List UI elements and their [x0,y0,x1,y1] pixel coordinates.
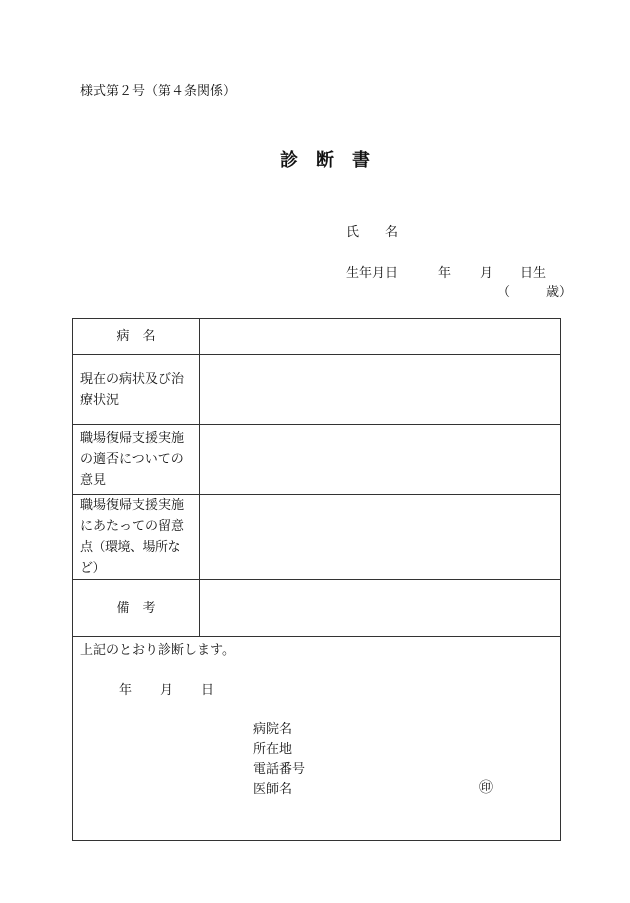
age-unit: 歳） [546,285,573,300]
address-label: 所在地 [253,742,293,757]
birth-year-unit: 年 [438,266,452,281]
cert-month-unit: 月 [160,683,174,698]
opinion-field[interactable] [200,425,561,495]
condition-label-line: 療状況 [80,392,120,408]
document-title: 診 断 書 [280,150,370,171]
form-number: 様式第２号（第４条関係） [80,84,237,99]
certification-row [73,637,561,841]
condition-field[interactable] [200,355,561,425]
notes-label [73,495,200,580]
remarks-field[interactable] [200,580,561,637]
opinion-label-line: 意見 [80,473,107,488]
certification-block [73,637,560,840]
opinion-label-line: 職場復帰支援実施 [80,431,185,446]
name-label: 氏 名 [346,225,399,240]
condition-label [73,355,200,425]
certification-cell [73,637,561,841]
remarks-label: 備 考 [73,580,200,637]
cert-day-unit: 日 [201,683,215,698]
notes-label-line: 点（環境、場所など） [80,540,181,576]
notes-label-line: 職場復帰支援実施 [80,498,185,513]
disease-row [73,319,561,355]
certification-statement: 上記のとおり診断します。 [80,643,235,658]
birth-day-unit: 日生 [520,266,547,281]
age-open-paren: （ [497,285,511,300]
seal-mark: ㊞ [479,780,493,796]
cert-year-unit: 年 [119,683,133,698]
diagnosis-table [72,318,561,841]
phone-number-label: 電話番号 [253,762,306,777]
notes-label-line: にあたっての留意 [80,519,185,534]
notes-row [73,495,561,580]
doctor-name-label: 医師名 [253,782,293,797]
opinion-row [73,425,561,495]
opinion-label [73,425,200,495]
condition-row [73,355,561,425]
condition-label-line: 現在の病状及び治 [80,371,185,387]
opinion-label-line: の適否についての [80,452,184,467]
birth-month-unit: 月 [480,266,494,281]
disease-label: 病 名 [73,319,200,355]
remarks-row [73,580,561,637]
disease-field[interactable] [200,319,561,355]
birth-date-label: 生年月日 [346,266,399,281]
notes-field[interactable] [200,495,561,580]
hospital-name-label: 病院名 [253,722,293,737]
